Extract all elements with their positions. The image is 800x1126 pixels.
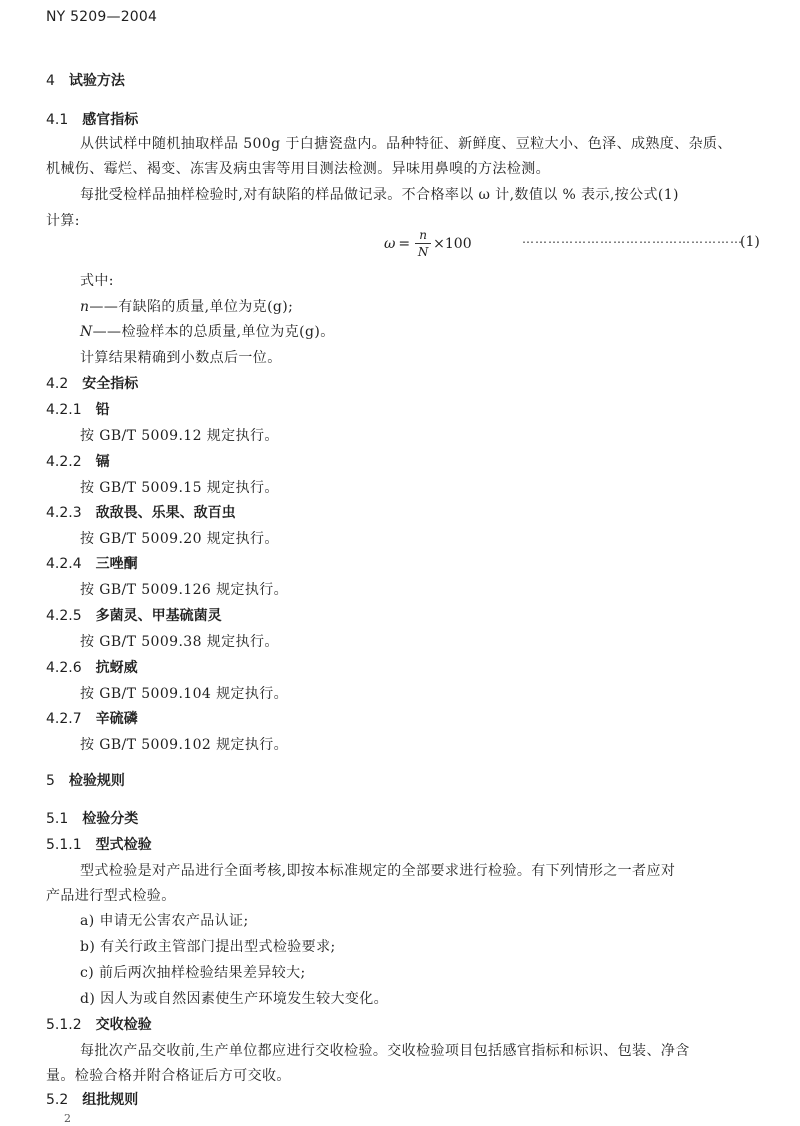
list-item: d) 因人为或自然因素使生产环境发生较大变化。 bbox=[80, 991, 389, 1007]
variable-N-definition: N——检验样本的总质量,单位为克(g)。 bbox=[80, 324, 335, 340]
section-5-1-1-heading: 5.1.1 型式检验 bbox=[46, 837, 152, 853]
formula-1 bbox=[384, 228, 472, 259]
method-reference: 按 GB/T 5009.20 规定执行。 bbox=[80, 531, 279, 547]
section-5-1-heading: 5.1 检验分类 bbox=[46, 811, 139, 827]
paragraph-line: 每批次产品交收前,生产单位都应进行交收检验。交收检验项目包括感官指标和标识、包装、净含 bbox=[80, 1043, 690, 1059]
section-5-1-2-heading: 5.1.2 交收检验 bbox=[46, 1017, 152, 1033]
formula-factor: ×100 bbox=[433, 235, 472, 252]
variable-n-definition: n——有缺陷的质量,单位为克(g); bbox=[80, 299, 294, 315]
leader-dots: …………………………………………… bbox=[522, 232, 743, 246]
section-4-2-3-heading: 4.2.3 敌敌畏、乐果、敌百虫 bbox=[46, 505, 236, 521]
section-4-1-heading: 4.1 感官指标 bbox=[46, 112, 139, 128]
section-4-2-heading: 4.2 安全指标 bbox=[46, 376, 139, 392]
paragraph-line: 型式检验是对产品进行全面考核,即按本标准规定的全部要求进行检验。有下列情形之一者应对 bbox=[80, 863, 676, 879]
method-reference: 按 GB/T 5009.102 规定执行。 bbox=[80, 737, 289, 753]
list-item: a) 申请无公害农产品认证; bbox=[80, 913, 249, 929]
section-5-heading: 5 检验规则 bbox=[46, 773, 125, 789]
formula-equals: = bbox=[398, 235, 411, 252]
paragraph-line: 量。检验合格并附合格证后方可交收。 bbox=[46, 1068, 291, 1084]
standard-number: NY 5209—2004 bbox=[46, 9, 158, 25]
method-reference: 按 GB/T 5009.38 规定执行。 bbox=[80, 634, 279, 650]
formula-numerator: n bbox=[419, 228, 428, 242]
method-reference: 按 GB/T 5009.12 规定执行。 bbox=[80, 428, 279, 444]
section-4-heading: 4 试验方法 bbox=[46, 73, 125, 89]
paragraph-line: 机械伤、霉烂、褐变、冻害及病虫害等用目测法检测。异味用鼻嗅的方法检测。 bbox=[46, 161, 550, 177]
paragraph-line: 每批受检样品抽样检验时,对有缺陷的样品做记录。不合格率以 ω 计,数值以 % 表示,按公式(1) bbox=[80, 187, 679, 203]
method-reference: 按 GB/T 5009.104 规定执行。 bbox=[80, 686, 289, 702]
section-4-2-5-heading: 4.2.5 多菌灵、甲基硫菌灵 bbox=[46, 608, 222, 624]
section-5-2-heading: 5.2 组批规则 bbox=[46, 1092, 139, 1108]
section-4-2-7-heading: 4.2.7 辛硫磷 bbox=[46, 711, 138, 727]
formula-fraction bbox=[415, 228, 431, 259]
paragraph-line: 从供试样中随机抽取样品 500g 于白搪瓷盘内。品种特征、新鲜度、豆粒大小、色泽、成熟度、杂质、 bbox=[80, 136, 732, 152]
paragraph-line: 计算: bbox=[46, 213, 80, 229]
page-number: 2 bbox=[64, 1112, 71, 1125]
list-item: b) 有关行政主管部门提出型式检验要求; bbox=[80, 939, 336, 955]
where-label: 式中: bbox=[80, 273, 114, 289]
formula-lhs: ω bbox=[384, 235, 396, 252]
paragraph-line: 计算结果精确到小数点后一位。 bbox=[80, 350, 282, 366]
paragraph-line: 产品进行型式检验。 bbox=[46, 888, 176, 904]
section-4-2-1-heading: 4.2.1 铅 bbox=[46, 402, 110, 418]
section-4-2-6-heading: 4.2.6 抗蚜威 bbox=[46, 660, 138, 676]
method-reference: 按 GB/T 5009.15 规定执行。 bbox=[80, 480, 279, 496]
equation-number: (1) bbox=[740, 234, 760, 250]
fraction-bar bbox=[415, 243, 431, 244]
formula-denominator: N bbox=[417, 245, 429, 259]
list-item: c) 前后两次抽样检验结果差异较大; bbox=[80, 965, 306, 981]
section-4-2-4-heading: 4.2.4 三唑酮 bbox=[46, 556, 138, 572]
section-4-2-2-heading: 4.2.2 镉 bbox=[46, 454, 110, 470]
method-reference: 按 GB/T 5009.126 规定执行。 bbox=[80, 582, 289, 598]
